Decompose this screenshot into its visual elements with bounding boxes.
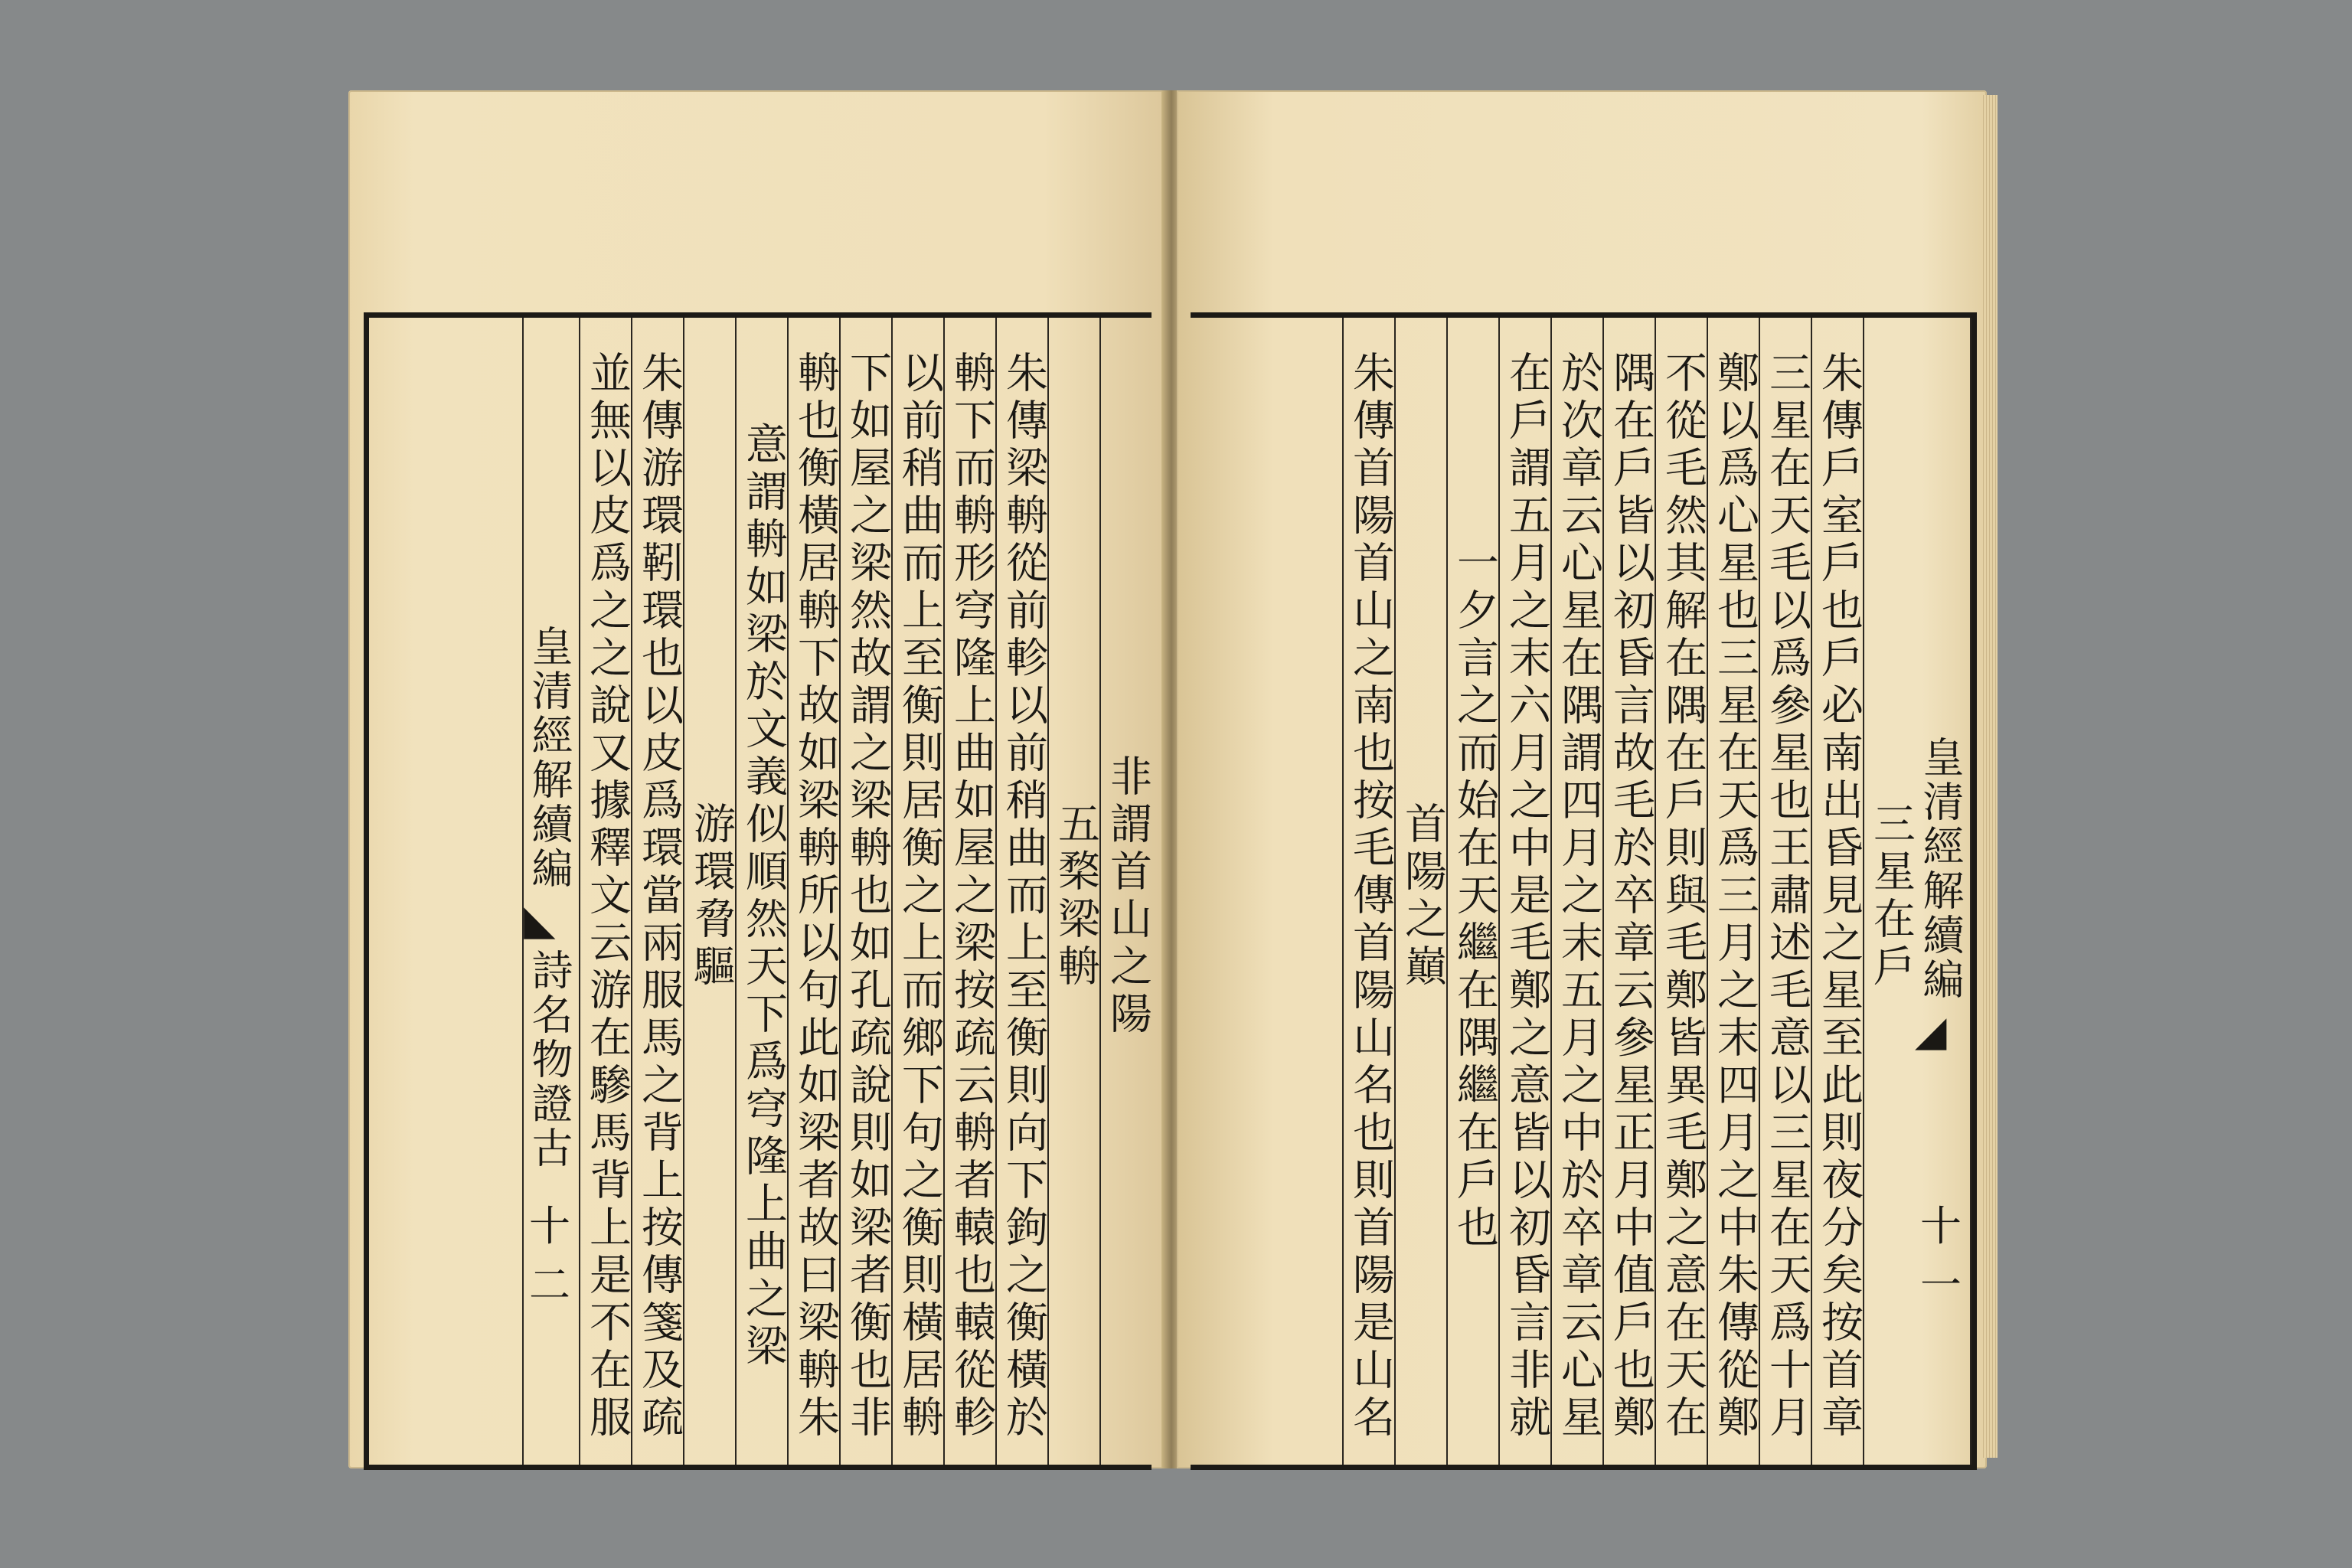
- banxin-title: 皇清經解續編: [1916, 735, 1965, 1002]
- left-page-frame: [364, 312, 1152, 1470]
- text-column: 五楘梁輈: [1047, 318, 1099, 1465]
- text-column: 游環脅驅: [683, 318, 735, 1465]
- text-column: 於次章云心星在隅謂四月之末五月之中於卒章云心星: [1550, 318, 1602, 1465]
- text-column: 隅在戶皆以初昏言故毛於卒章云參星正月中值戶也鄭: [1602, 318, 1655, 1465]
- text-column: 朱傳首陽首山之南也按毛傳首陽山名也則首陽是山名: [1342, 318, 1394, 1465]
- text-column: 非謂首山之陽: [1099, 318, 1152, 1465]
- text-column: 輈下而輈形穹隆上曲如屋之梁按疏云輈者轅也轅從軫: [943, 318, 995, 1465]
- banxin-title: 皇清經解續編: [525, 624, 573, 891]
- right-page-columns: [1191, 318, 1971, 1465]
- page-number: 十二: [529, 1202, 573, 1309]
- banxin-subtitle: 詩名物證古: [525, 948, 573, 1171]
- text-column: 以前稍曲而上至衡則居衡之上而鄉下句之衡則橫居輈: [891, 318, 943, 1465]
- page-number: 十一: [1920, 1202, 1965, 1309]
- text-column: 不從毛然其解在隅在戶則與毛鄭皆異毛鄭之意在天在: [1655, 318, 1707, 1465]
- left-banxin: [522, 318, 579, 1465]
- right-page: [1177, 90, 1987, 1468]
- open-book: [348, 90, 1994, 1468]
- right-banxin: [1915, 318, 1971, 1465]
- text-column: 朱傳游環靷環也以皮爲環當兩服馬之背上按傳箋及疏: [631, 318, 683, 1465]
- text-column: 三星在戶: [1863, 318, 1915, 1465]
- text-column: 鄭以爲心星也三星在天爲三月之末四月之中朱傳從鄭: [1707, 318, 1759, 1465]
- page-edges: [1981, 95, 1998, 1458]
- right-page-frame: [1191, 312, 1977, 1470]
- text-column: 三星在天毛以爲參星也王肅述毛意以三星在天爲十月: [1759, 318, 1811, 1465]
- text-column: 並無以皮爲之之說又據釋文云游在驂馬背上是不在服: [579, 318, 631, 1465]
- text-column: 輈也衡橫居輈下故如梁輈所以句此如梁者故曰梁輈朱: [787, 318, 839, 1465]
- left-page-columns: [369, 318, 1152, 1465]
- text-column: 一夕言之而始在天繼在隅繼在戶也: [1446, 318, 1498, 1465]
- text-column: 在戶謂五月之末六月之中是毛鄭之意皆以初昏言非就: [1498, 318, 1550, 1465]
- text-column: 朱傳戶室戶也戶必南出昏見之星至此則夜分矣按首章: [1811, 318, 1863, 1465]
- text-column: 朱傳梁輈從前軫以前稍曲而上至衡則向下鉤之衡橫於: [995, 318, 1047, 1465]
- text-column: 首陽之巔: [1394, 318, 1446, 1465]
- left-page: [348, 90, 1166, 1468]
- text-column: 意謂輈如梁於文義似順然天下爲穹隆上曲之梁: [735, 318, 787, 1465]
- fishtail-mark: ◣: [524, 895, 559, 944]
- text-column: 下如屋之梁然故謂之梁輈也如孔疏說則如梁者衡也非: [839, 318, 891, 1465]
- fishtail-mark: ◢: [1915, 1006, 1950, 1055]
